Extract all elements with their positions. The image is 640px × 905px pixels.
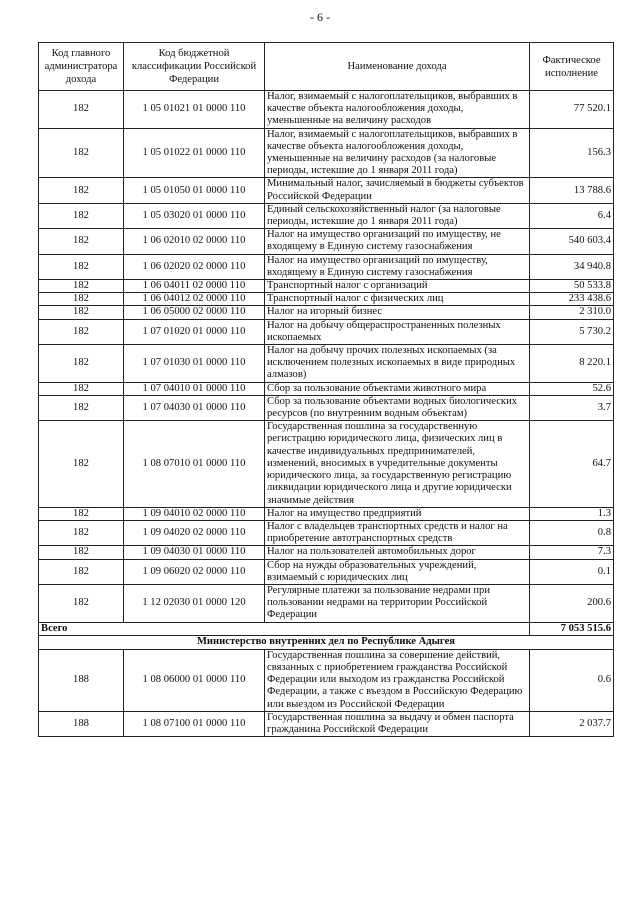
admin-code-cell: 188 bbox=[39, 649, 124, 711]
budget-code-cell: 1 06 02010 02 0000 110 bbox=[124, 229, 265, 254]
actual-value-cell: 50 533.8 bbox=[530, 280, 614, 293]
section-title: Министерство внутренних дел по Республике Адыгея bbox=[39, 635, 614, 649]
table-row bbox=[39, 293, 614, 306]
budget-code-cell: 1 12 02030 01 0000 120 bbox=[124, 584, 265, 622]
revenue-name-cell: Единый сельскохозяйственный налог (за налоговые периоды, истекшие до 1 января 2011 года) bbox=[265, 203, 530, 228]
actual-value-cell: 156.3 bbox=[530, 128, 614, 178]
actual-value-cell: 233 438.6 bbox=[530, 293, 614, 306]
revenue-name-cell: Налог на имущество организаций по имуществу, входящему в Единую систему газоснабжения bbox=[265, 254, 530, 279]
total-value: 7 053 515.6 bbox=[530, 622, 614, 635]
admin-code-cell: 182 bbox=[39, 584, 124, 622]
revenue-name-cell: Налог на добычу общераспространенных полезных ископаемых bbox=[265, 319, 530, 344]
admin-code-cell: 182 bbox=[39, 91, 124, 129]
table-row bbox=[39, 421, 614, 507]
actual-value-cell: 1.3 bbox=[530, 507, 614, 520]
actual-value-cell: 0.8 bbox=[530, 520, 614, 545]
revenue-name-cell: Государственная пошлина за государственную регистрацию юридического лица, физических лиц в качестве индивидуальных предпринимателей, изменений, вносимых в учредительные документы юридического лица, за государственную регистрацию ликвидации юридического лица и другие юридически значимые действия bbox=[265, 421, 530, 507]
revenue-name-cell: Налог на игорный бизнес bbox=[265, 306, 530, 319]
table-row bbox=[39, 128, 614, 178]
budget-code-cell: 1 07 01020 01 0000 110 bbox=[124, 319, 265, 344]
actual-value-cell: 2 310.0 bbox=[530, 306, 614, 319]
table-row bbox=[39, 280, 614, 293]
budget-code-cell: 1 08 07010 01 0000 110 bbox=[124, 421, 265, 507]
table-row bbox=[39, 584, 614, 622]
revenue-name-cell: Транспортный налог с физических лиц bbox=[265, 293, 530, 306]
actual-value-cell: 52.6 bbox=[530, 382, 614, 395]
table-row bbox=[39, 520, 614, 545]
budget-code-cell: 1 07 04010 01 0000 110 bbox=[124, 382, 265, 395]
actual-value-cell: 3.7 bbox=[530, 395, 614, 420]
revenue-name-cell: Налог на имущество организаций по имуществу, не входящему в Единую систему газоснабжения bbox=[265, 229, 530, 254]
admin-code-cell: 182 bbox=[39, 128, 124, 178]
table-row bbox=[39, 203, 614, 228]
table-row bbox=[39, 306, 614, 319]
section-row bbox=[39, 635, 614, 649]
total-label: Всего bbox=[39, 622, 530, 635]
revenue-name-cell: Транспортный налог с организаций bbox=[265, 280, 530, 293]
budget-code-cell: 1 06 04012 02 0000 110 bbox=[124, 293, 265, 306]
revenue-name-cell: Налог на имущество предприятий bbox=[265, 507, 530, 520]
revenue-name-cell: Сбор на нужды образовательных учреждений, взимаемый с юридических лиц bbox=[265, 559, 530, 584]
revenue-name-cell: Налог, взимаемый с налогоплательщиков, выбравших в качестве объекта налогообложения доходы, уменьшенные на величину расходов (за налоговые периоды, истекшие до 1 января 2011 года) bbox=[265, 128, 530, 178]
table-row bbox=[39, 382, 614, 395]
admin-code-cell: 182 bbox=[39, 254, 124, 279]
actual-value-cell: 200.6 bbox=[530, 584, 614, 622]
budget-code-cell: 1 06 05000 02 0000 110 bbox=[124, 306, 265, 319]
actual-value-cell: 77 520.1 bbox=[530, 91, 614, 129]
actual-value-cell: 34 940.8 bbox=[530, 254, 614, 279]
actual-value-cell: 8 220.1 bbox=[530, 345, 614, 383]
budget-code-cell: 1 06 04011 02 0000 110 bbox=[124, 280, 265, 293]
admin-code-cell: 182 bbox=[39, 382, 124, 395]
budget-code-cell: 1 05 01022 01 0000 110 bbox=[124, 128, 265, 178]
revenue-name-cell: Государственная пошлина за совершение действий, связанных с приобретением гражданства Российской Федерации или выходом из гражданства Российской Федерации, а также с въездом в Российскую Федерацию или выездом из Российской Федерации bbox=[265, 649, 530, 711]
admin-code-cell: 182 bbox=[39, 293, 124, 306]
budget-code-cell: 1 09 04030 01 0000 110 bbox=[124, 546, 265, 559]
admin-code-cell: 182 bbox=[39, 229, 124, 254]
revenue-name-cell: Сбор за пользование объектами животного мира bbox=[265, 382, 530, 395]
header-actual: Фактическое исполнение bbox=[530, 43, 614, 91]
total-row bbox=[39, 622, 614, 635]
header-budget-code: Код бюджетной классификации Российской Федерации bbox=[124, 43, 265, 91]
actual-value-cell: 0.6 bbox=[530, 649, 614, 711]
budget-code-cell: 1 07 04030 01 0000 110 bbox=[124, 395, 265, 420]
admin-code-cell: 182 bbox=[39, 520, 124, 545]
header-name: Наименование дохода bbox=[265, 43, 530, 91]
actual-value-cell: 0.1 bbox=[530, 559, 614, 584]
admin-code-cell: 188 bbox=[39, 711, 124, 736]
header-admin-code: Код главного администратора дохода bbox=[39, 43, 124, 91]
budget-code-cell: 1 05 01050 01 0000 110 bbox=[124, 178, 265, 203]
actual-value-cell: 5 730.2 bbox=[530, 319, 614, 344]
table-row bbox=[39, 395, 614, 420]
table-row bbox=[39, 649, 614, 711]
budget-code-cell: 1 07 01030 01 0000 110 bbox=[124, 345, 265, 383]
admin-code-cell: 182 bbox=[39, 395, 124, 420]
actual-value-cell: 6.4 bbox=[530, 203, 614, 228]
actual-value-cell: 64.7 bbox=[530, 421, 614, 507]
admin-code-cell: 182 bbox=[39, 178, 124, 203]
revenue-name-cell: Налог на пользователей автомобильных дорог bbox=[265, 546, 530, 559]
table-row bbox=[39, 711, 614, 736]
revenue-name-cell: Минимальный налог, зачисляемый в бюджеты субъектов Российской Федерации bbox=[265, 178, 530, 203]
budget-code-cell: 1 09 04020 02 0000 110 bbox=[124, 520, 265, 545]
revenue-name-cell: Налог, взимаемый с налогоплательщиков, выбравших в качестве объекта налогообложения доходы, уменьшенные на величину расходов bbox=[265, 91, 530, 129]
table-row bbox=[39, 91, 614, 129]
budget-code-cell: 1 05 01021 01 0000 110 bbox=[124, 91, 265, 129]
admin-code-cell: 182 bbox=[39, 345, 124, 383]
table-header-row bbox=[39, 43, 614, 91]
revenue-name-cell: Налог с владельцев транспортных средств и налог на приобретение автотранспортных средств bbox=[265, 520, 530, 545]
revenue-table bbox=[38, 42, 614, 737]
table-row bbox=[39, 254, 614, 279]
table-row bbox=[39, 178, 614, 203]
admin-code-cell: 182 bbox=[39, 559, 124, 584]
revenue-name-cell: Регулярные платежи за пользование недрами при пользовании недрами на территории Российской Федерации bbox=[265, 584, 530, 622]
table-row bbox=[39, 546, 614, 559]
table-row bbox=[39, 559, 614, 584]
admin-code-cell: 182 bbox=[39, 507, 124, 520]
actual-value-cell: 7.3 bbox=[530, 546, 614, 559]
budget-code-cell: 1 08 07100 01 0000 110 bbox=[124, 711, 265, 736]
table-row bbox=[39, 345, 614, 383]
admin-code-cell: 182 bbox=[39, 306, 124, 319]
admin-code-cell: 182 bbox=[39, 280, 124, 293]
admin-code-cell: 182 bbox=[39, 203, 124, 228]
actual-value-cell: 540 603.4 bbox=[530, 229, 614, 254]
admin-code-cell: 182 bbox=[39, 421, 124, 507]
budget-code-cell: 1 09 06020 02 0000 110 bbox=[124, 559, 265, 584]
actual-value-cell: 13 788.6 bbox=[530, 178, 614, 203]
budget-code-cell: 1 06 02020 02 0000 110 bbox=[124, 254, 265, 279]
budget-code-cell: 1 08 06000 01 0000 110 bbox=[124, 649, 265, 711]
revenue-name-cell: Государственная пошлина за выдачу и обмен паспорта гражданина Российской Федерации bbox=[265, 711, 530, 736]
revenue-name-cell: Налог на добычу прочих полезных ископаемых (за исключением полезных ископаемых в виде природных алмазов) bbox=[265, 345, 530, 383]
table-row bbox=[39, 319, 614, 344]
budget-code-cell: 1 05 03020 01 0000 110 bbox=[124, 203, 265, 228]
table-row bbox=[39, 507, 614, 520]
revenue-name-cell: Сбор за пользование объектами водных биологических ресурсов (по внутренним водным объектам) bbox=[265, 395, 530, 420]
page-number: - 6 - bbox=[310, 10, 330, 24]
admin-code-cell: 182 bbox=[39, 546, 124, 559]
actual-value-cell: 2 037.7 bbox=[530, 711, 614, 736]
admin-code-cell: 182 bbox=[39, 319, 124, 344]
table-row bbox=[39, 229, 614, 254]
budget-code-cell: 1 09 04010 02 0000 110 bbox=[124, 507, 265, 520]
